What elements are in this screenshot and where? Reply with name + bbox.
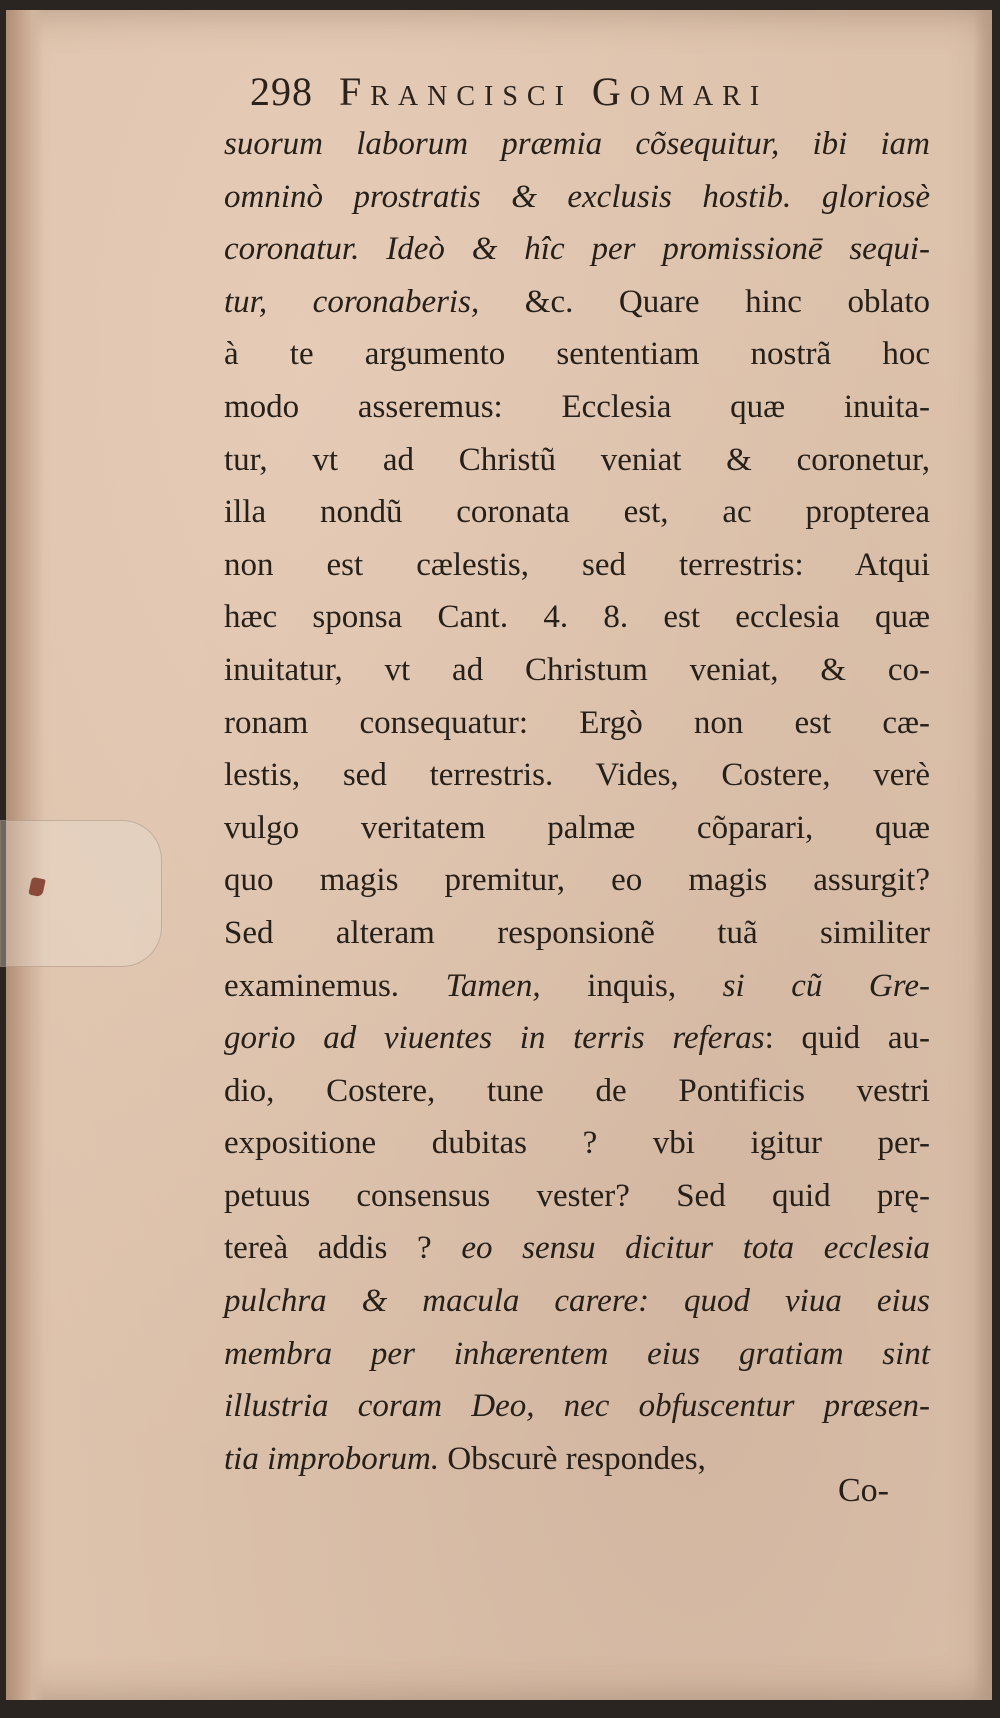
running-header [250,68,768,115]
text-line [224,381,930,434]
text-segment: vulgo veritatem palmæ cõparari, quæ [224,809,930,846]
text-line [224,539,930,592]
bookmark-tab [0,820,162,967]
text-segment: inquis, [540,967,723,1004]
text-line [224,1380,930,1433]
text-line [224,802,930,855]
text-segment: quo magis premitur, eo magis assurgit? [224,862,930,899]
text-line [224,960,930,1013]
text-segment: eo sensu dicitur tota ecclesia [461,1230,931,1267]
text-segment: Tamen, [445,967,541,1004]
text-segment: petuus consensus vester? Sed quid prę- [224,1177,930,1214]
text-segment: dio, Costere, tune de Pontificis vestri [224,1072,930,1109]
text-segment: à te argumento sententiam nostrã hoc [224,336,930,373]
text-line [224,1275,930,1328]
text-line [224,1433,930,1486]
text-line [224,591,930,644]
page-number: 298 [250,69,313,114]
text-segment: : quid au- [764,1020,930,1057]
text-line [224,854,930,907]
text-segment: suorum laborum præmia cõsequitur, ibi iam [224,126,930,162]
text-segment: tur, coronaberis, [224,283,525,320]
text-segment: pulchra & macula carere: quod viua eius [224,1283,930,1320]
text-line [224,328,930,381]
text-line [224,907,930,960]
text-segment: illustria coram Deo, nec obfuscentur præsen- [224,1388,930,1425]
text-segment: tereà addis ? [224,1230,462,1267]
text-segment: hæc sponsa Cant. 4. 8. est ecclesia quæ [224,599,930,636]
text-line [224,1117,930,1170]
text-line [224,1012,930,1065]
text-segment: si cũ Gre- [722,967,930,1004]
text-line [224,276,930,329]
text-segment: ronam consequatur: Ergò non est cæ- [224,704,930,741]
text-line [224,1065,930,1118]
body-text [224,118,930,1485]
text-segment: non est cælestis, sed terrestris: Atqui [224,546,930,583]
text-line [224,223,930,276]
text-segment: omninò prostratis & exclusis hostib. gloriosè [224,178,930,215]
text-segment: inuitatur, vt ad Christum veniat, & co- [224,651,930,688]
text-line [224,486,930,539]
text-line [224,434,930,487]
text-segment: membra per inhærentem eius gratiam sint [224,1335,930,1372]
text-segment: coronatur. Ideò & hîc per promissionē sequi- [224,231,930,268]
text-line [224,1328,930,1381]
text-line [224,1222,930,1275]
text-segment: gorio ad viuentes in terris referas [224,1020,765,1057]
text-line [224,171,930,224]
text-line [224,697,930,750]
text-segment: illa nondũ coronata est, ac propterea [224,494,930,531]
text-line [224,118,930,171]
text-line [224,749,930,802]
text-segment: Sed alteram responsionẽ tuã similiter [224,914,930,951]
text-segment: lestis, sed terrestris. Vides, Costere, verè [224,757,930,794]
running-title: Francisci Gomari [339,69,769,114]
page-edge [974,10,992,1700]
text-line [224,644,930,697]
text-segment: modo asseremus: Ecclesia quæ inuita- [224,388,930,425]
text-segment: expositione dubitas ? vbi igitur per- [224,1125,930,1162]
text-segment: Obscurè respondes, [439,1440,706,1477]
text-segment: examinemus. [224,967,446,1004]
text-segment: tur, vt ad Christũ veniat & coronetur, [224,441,930,478]
catchword: Co- [838,1472,889,1509]
text-line [224,1170,930,1223]
text-segment: tia improborum. [224,1440,440,1477]
text-segment: &c. Quare hinc oblato [524,283,930,320]
